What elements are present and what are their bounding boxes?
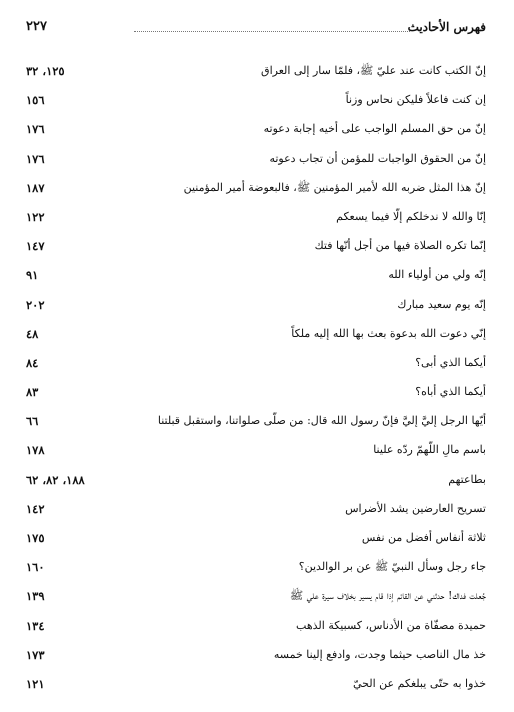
index-entry <box>24 467 488 496</box>
entry-page-numbers: ١٨٧ <box>26 180 45 195</box>
entry-text: إنّما تكره الصلاة فيها من أجل أنّها فتك <box>314 239 486 253</box>
entry-page-numbers: ١٧٦ <box>26 151 45 166</box>
entry-page-numbers: ٨٤ <box>26 355 39 370</box>
index-entry <box>24 583 488 612</box>
entry-text: إنّ من الحقوق الواجبات للمؤمن أن تجاب دعوته <box>269 151 486 165</box>
index-entry <box>24 204 488 233</box>
entry-text: باسم مالِ اللّهمّ ردّه علينا <box>373 443 486 457</box>
index-entry <box>24 350 488 379</box>
index-entry <box>24 116 488 145</box>
index-entry <box>24 58 488 87</box>
entry-text: أيكما الذي أبى؟ <box>415 355 486 369</box>
entry-text: بطاعتهم <box>448 472 486 486</box>
entry-text: حميدة مصفّاة من الأدناس، كسبيكة الذهب <box>296 618 486 632</box>
entry-text: جاء رجل وسأل النبيّ ﷺ عن بر الوالدين؟ <box>298 560 486 574</box>
index-entry <box>24 146 488 175</box>
entry-page-numbers: ١٣٤ <box>26 618 45 633</box>
entry-text: إنّه يوم سعيد مبارك <box>397 297 486 311</box>
entry-page-numbers: ١٧٣ <box>26 647 45 662</box>
index-entry <box>24 525 488 554</box>
entry-text: إن كنت فاعلاً فليكن نحاس وزناً <box>345 93 486 107</box>
entry-text: إنّ من حق المسلم الواجب على أخيه إجابة دعوته <box>263 122 486 136</box>
entry-page-numbers: ١٤٧ <box>26 239 45 254</box>
entry-page-numbers: ١٧٥ <box>26 531 45 545</box>
entry-page-numbers: ١٢٢ <box>26 209 45 224</box>
entry-page-numbers: ١٧٦ <box>26 122 45 137</box>
entry-page-numbers: ٨٣ <box>26 385 39 400</box>
index-entry <box>24 613 488 642</box>
index-entry <box>24 642 488 671</box>
entry-page-numbers: ١٣٩ <box>26 589 45 604</box>
entry-text: إنّا والله لا ندخلكم إلّا فيما يسعكم <box>336 209 486 223</box>
entry-text: أيكما الذي أباه؟ <box>415 385 486 399</box>
index-entry <box>24 233 488 262</box>
entry-text: إنّه ولي من أولياء الله <box>388 268 486 282</box>
hadith-index-list <box>24 58 488 700</box>
index-entry <box>24 671 488 700</box>
index-entry <box>24 87 488 116</box>
entry-text: خذ مال الناصب حيثما وجدت، وادفع إلينا خمسه <box>273 647 486 661</box>
entry-text: إنّي دعوت الله بدعوة بعث بها الله إليه ملكاً <box>291 326 486 340</box>
entry-page-numbers: ١٢٥، ٣٢ <box>26 64 65 78</box>
header-dotted-leader <box>134 31 410 32</box>
page-header <box>24 18 488 40</box>
entry-text: أيّها الرجل إليَّ إليَّ فإنّ رسول الله قال: من صلّى صلواتنا، واستقبل قبلتنا <box>157 414 486 428</box>
entry-page-numbers: ١٦٠ <box>26 560 45 575</box>
entry-text: جُعلت فداك! حدثني عن القائم إذا قام يسير بخلاف سيرة علي ﷺ <box>289 589 486 603</box>
entry-text: إنّ هذا المثل ضربه الله لأمير المؤمنين ﷺ، فالبعوضة أمير المؤمنين <box>183 180 486 194</box>
entry-page-numbers: ١٧٨ <box>26 443 45 458</box>
entry-page-numbers: ٦٦ <box>26 414 39 429</box>
entry-text: خذوا به حتّى يبلغكم عن الحيّ <box>352 676 486 690</box>
entry-page-numbers: ١٥٦ <box>26 93 45 108</box>
index-entry <box>24 408 488 437</box>
entry-text: تسريح العارضين يشد الأضراس <box>345 501 486 515</box>
entry-text: إنّ الكتب كانت عند عليّ ﷺ، فلمّا سار إلى العراق <box>261 64 486 77</box>
entry-page-numbers: ٢٠٢ <box>26 297 45 312</box>
index-entry <box>24 292 488 321</box>
entry-page-numbers: ٩١ <box>26 268 39 283</box>
entry-page-numbers: ١٢١ <box>26 676 45 691</box>
index-entry <box>24 379 488 408</box>
entry-page-numbers: ٤٨ <box>26 326 39 341</box>
entry-text: ثلاثة أنفاس أفضل من نفس <box>361 531 486 544</box>
index-entry <box>24 437 488 466</box>
index-entry <box>24 262 488 291</box>
header-title: فهرس الأحاديث <box>407 20 486 34</box>
index-entry <box>24 321 488 350</box>
index-entry <box>24 554 488 583</box>
entry-page-numbers: ١٨٨، ٨٢، ٦٢ <box>26 472 85 487</box>
index-entry <box>24 496 488 525</box>
index-entry <box>24 175 488 204</box>
page-number: ٢٢٧ <box>26 19 47 34</box>
entry-page-numbers: ١٤٢ <box>26 501 45 516</box>
